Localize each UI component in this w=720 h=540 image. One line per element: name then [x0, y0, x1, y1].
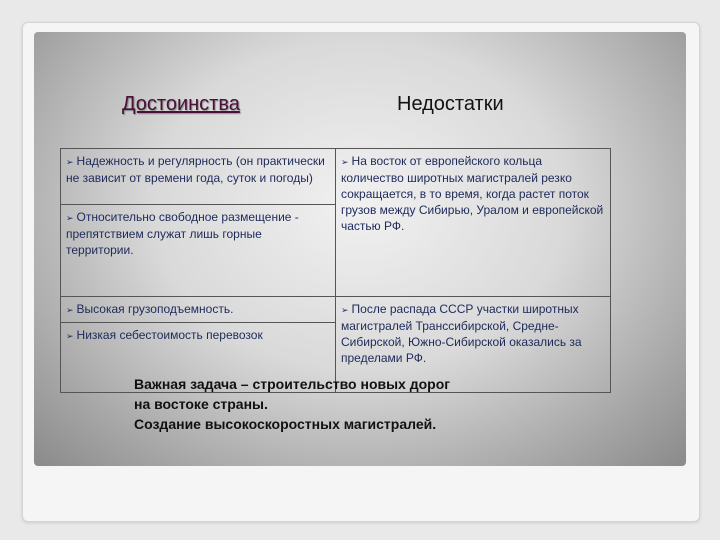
conclusion-text [134, 374, 614, 434]
disadvantage-cell [336, 149, 611, 297]
arrow-bullet-icon: ➢ [66, 213, 74, 223]
advantage-text: Низкая себестоимость перевозок [76, 328, 263, 342]
disadvantage-text: После распада СССР участки широтных магистралей Транссибирской, Средне-Сибирской, Южно-Сибирской оказались за пределами РФ. [341, 302, 582, 365]
arrow-bullet-icon: ➢ [341, 305, 349, 315]
arrow-bullet-icon: ➢ [66, 305, 74, 315]
conclusion-line: Важная задача – строительство новых дорог [134, 376, 451, 392]
advantage-cell [61, 297, 336, 323]
heading-disadvantages: Недостатки [397, 93, 504, 115]
arrow-bullet-icon: ➢ [341, 157, 349, 167]
arrow-bullet-icon: ➢ [66, 331, 74, 341]
advantage-cell [61, 205, 336, 297]
heading-advantages: Достоинства [122, 93, 240, 115]
advantage-text: Надежность и регулярность (он практически не зависит от времени года, суток и погоды) [66, 154, 325, 185]
disadvantage-text: На восток от европейского кольца количество широтных магистралей резко сокращается, в то время, когда растет поток грузов между Сибирью, Уралом и европейской частью РФ. [341, 154, 604, 233]
conclusion-line: Создание высокоскоростных магистралей. [134, 416, 437, 432]
advantage-text: Относительно свободное размещение - препятствием служат лишь горные территории. [66, 210, 299, 257]
comparison-table [60, 148, 611, 393]
conclusion-line: на востоке страны. [134, 396, 268, 412]
arrow-bullet-icon: ➢ [66, 157, 74, 167]
advantage-cell [61, 149, 336, 205]
advantage-text: Высокая грузоподъемность. [76, 302, 234, 316]
